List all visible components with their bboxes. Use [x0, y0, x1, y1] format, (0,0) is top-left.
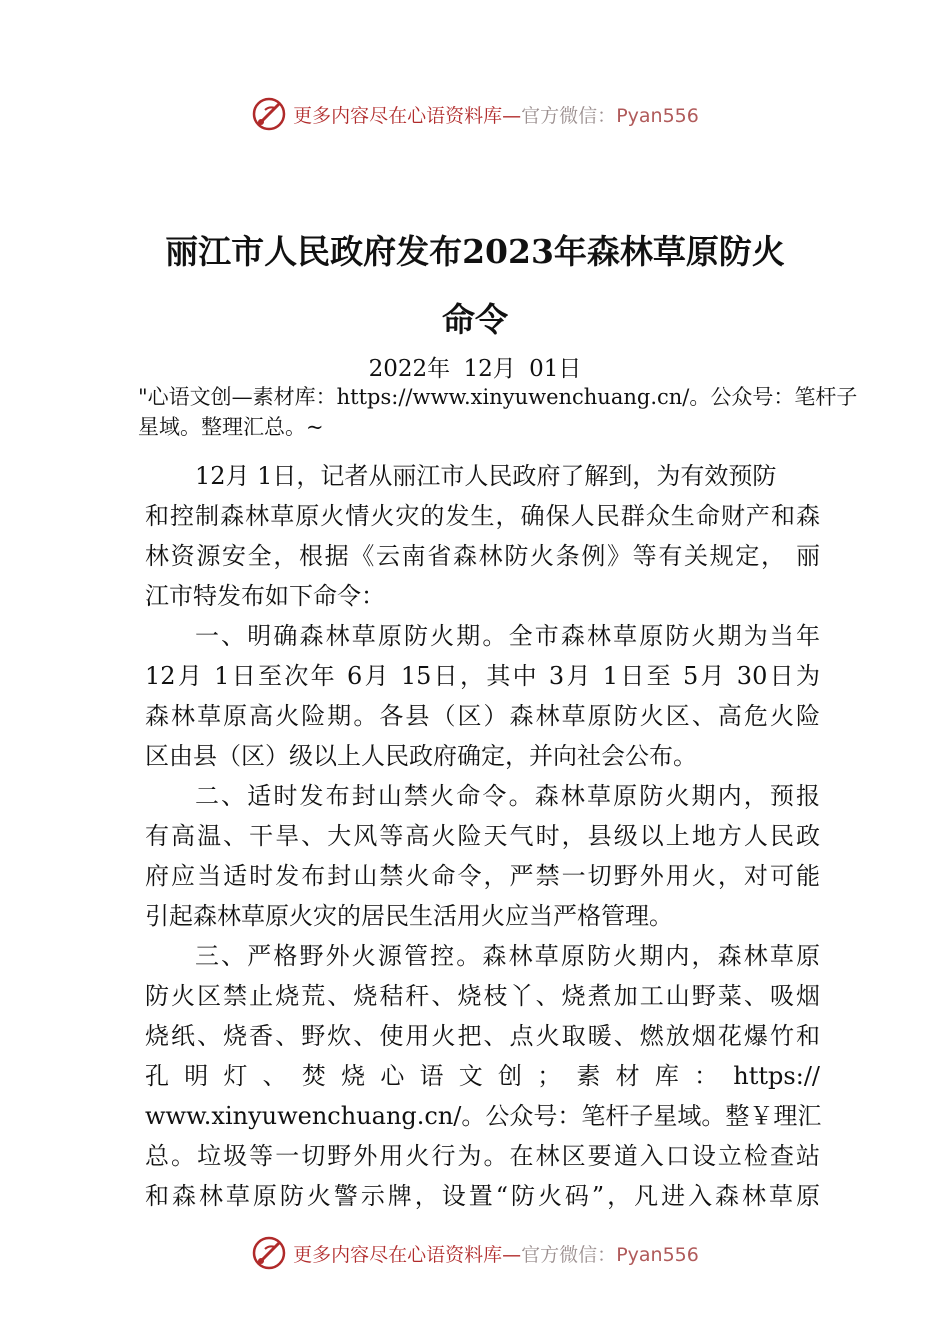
body-line: 二、适时发布封山禁火命令。森林草原防火期内，预报 [195, 782, 820, 810]
document-date: 2022年 12月 01日 [368, 356, 582, 382]
source-note: "心语文创—素材库：https://www.xinyuwenchuang.cn/。公众号：笔杆子星域。整理汇总。~ [138, 385, 858, 439]
body-line: 防火区禁止烧荒、烧秸秆、烧枝丫、烧煮加工山野菜、吸烟 [145, 982, 820, 1010]
banner-dash: — [502, 1243, 522, 1266]
banner-wechat-id: Pyan556 [616, 1243, 699, 1266]
body-line: 和森林草原防火警示牌，设置“防火码”，凡进入森林草原 [145, 1182, 820, 1210]
banner-wechat-label: 官方微信： [521, 104, 617, 127]
body-line: 江市特发布如下命令： [145, 582, 385, 610]
body-line: 林资源安全，根据《云南省森林防火条例》等有关规定， 丽 [145, 542, 820, 570]
body-line: 12月 1日至次年 6月 15日，其中 3月 1日至 5月 30日为 [145, 662, 820, 690]
body-line: 引起森林草原火灾的居民生活用火应当严格管理。 [145, 902, 673, 930]
body-line: 有高温、干旱、大风等高火险天气时，县级以上地方人民政 [145, 822, 820, 850]
document-title-line-2: 命令 [442, 300, 508, 339]
banner-library-text: 更多内容尽在心语资料库 [293, 1243, 503, 1266]
body-line: 烧纸、烧香、野炊、使用火把、点火取暖、燃放烟花爆竹和 [145, 1022, 820, 1050]
banner-dash: — [502, 104, 522, 127]
body-line: 三、严格野外火源管控。森林草原防火期内，森林草原 [195, 942, 820, 970]
banner-text [293, 101, 699, 128]
brush-logo-icon [251, 96, 287, 132]
body-line: 和控制森林草原火情火灾的发生，确保人民群众生命财产和森 [145, 502, 820, 530]
body-line: www.xinyuwenchuang.cn/。公众号：笔杆子星域。整￥理汇 [145, 1102, 822, 1130]
body-line: 孔明灯、焚烧心语文创；素材库：https:// [145, 1062, 820, 1090]
body-line: 森林草原高火险期。各县（区）森林草原防火区、高危火险 [145, 702, 820, 730]
body-line: 府应当适时发布封山禁火命令，严禁一切野外用火，对可能 [145, 862, 820, 890]
banner-wechat-label: 官方微信： [521, 1243, 617, 1266]
banner-library-text: 更多内容尽在心语资料库 [293, 104, 503, 127]
body-line: 12月 1日，记者从丽江市人民政府了解到，为有效预防 [195, 462, 777, 490]
body-line: 区由县（区）级以上人民政府确定，并向社会公布。 [145, 742, 697, 770]
footer-banner [0, 1231, 950, 1275]
document-title-line-1: 丽江市人民政府发布2023年森林草原防火 [165, 232, 785, 271]
banner-wechat-id: Pyan556 [616, 104, 699, 127]
banner-text [293, 1240, 699, 1267]
body-line: 总。垃圾等一切野外用火行为。在林区要道入口设立检查站 [145, 1142, 820, 1170]
body-line: 一、明确森林草原防火期。全市森林草原防火期为当年 [195, 622, 820, 650]
brush-logo-icon [251, 1235, 287, 1271]
header-banner [0, 92, 950, 136]
